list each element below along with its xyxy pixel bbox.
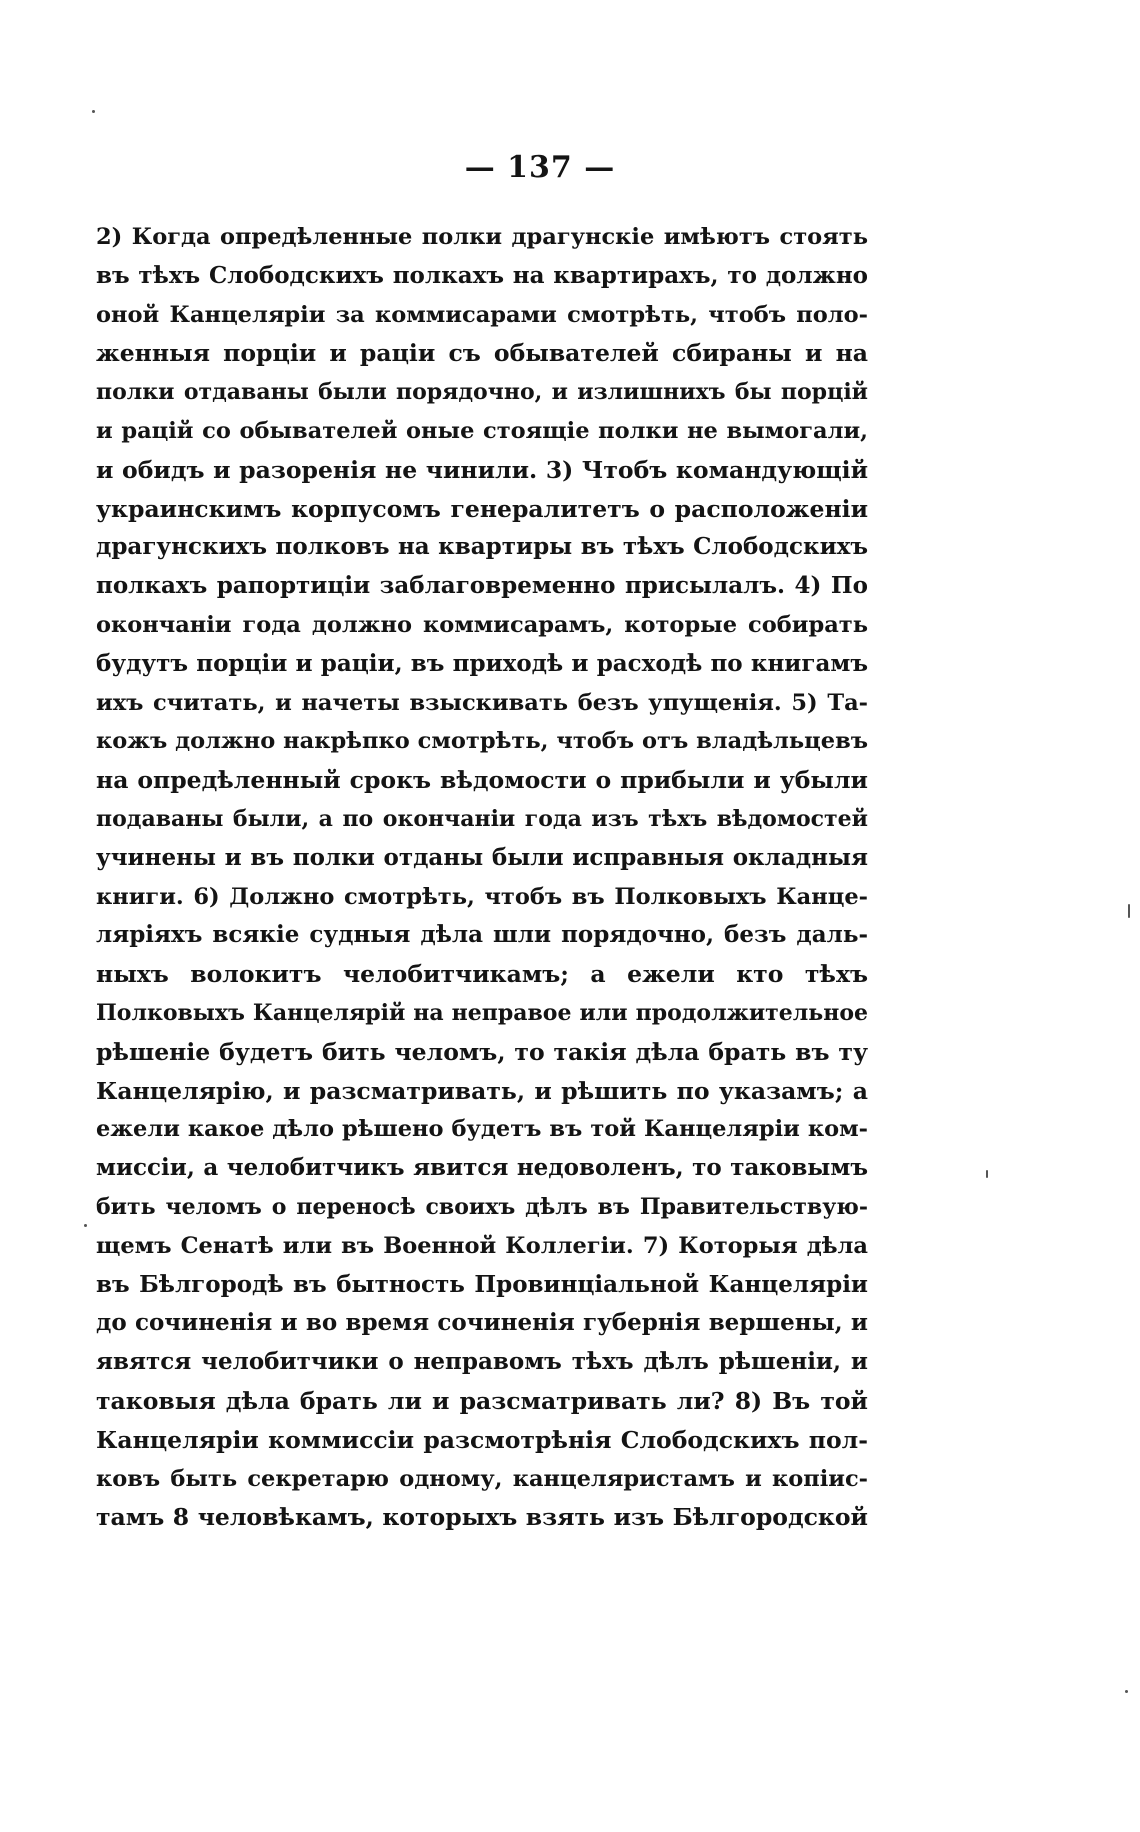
text-line: драгунскихъ полковъ на квартиры въ тѣхъ Слободскихъ xyxy=(96,533,868,561)
text-line: тамъ 8 человѣкамъ, которыхъ взять изъ Бѣлгородской xyxy=(96,1503,868,1532)
scan-speck xyxy=(1125,1690,1128,1693)
text-line: полки отдаваны были порядочно, и излишнихъ бы порцій xyxy=(96,379,868,406)
text-line: ихъ считать, и начеты взыскивать безъ упущенія. 5) Та- xyxy=(96,689,868,716)
page-text xyxy=(96,218,868,1537)
text-line: 2) Когда опредѣленные полки драгунскіе имѣютъ стоять xyxy=(96,224,868,250)
text-line: щемъ Сенатѣ или въ Военной Коллегіи. 7) Которыя дѣла xyxy=(96,1232,868,1259)
text-line: явятся челобитчики о неправомъ тѣхъ дѣлъ рѣшеніи, и xyxy=(96,1348,868,1376)
text-line: и рацій со обывателей оные стоящіе полки не вымогали, xyxy=(96,417,868,444)
text-line: украинскимъ корпусомъ генералитетъ о расположеніи xyxy=(96,494,868,523)
text-line: книги. 6) Должно смотрѣть, чтобъ въ Полковыхъ Канце- xyxy=(96,883,868,910)
scan-speck xyxy=(1128,904,1130,918)
text-line: ковъ быть секретарю одному, канцеляристамъ и копіис- xyxy=(96,1465,868,1492)
text-line: ежели какое дѣло рѣшено будетъ въ той Канцеляріи ком- xyxy=(96,1116,868,1143)
text-line: до сочиненія и во время сочиненія губернія вершены, и xyxy=(96,1309,868,1337)
text-line: Канцелярію, и разсматривать, и рѣшить по указамъ; а xyxy=(96,1076,868,1105)
text-line: учинены и въ полки отданы были исправныя окладныя xyxy=(96,843,868,871)
text-line: миссіи, а челобитчикъ явится недоволенъ, то таковымъ xyxy=(96,1154,868,1182)
text-line: кожъ должно накрѣпко смотрѣть, чтобъ отъ владѣльцевъ xyxy=(96,728,868,755)
text-line: женныя порціи и раціи съ обывателей сбираны и на xyxy=(96,339,868,368)
text-line: полкахъ рапортиціи заблаговременно присылалъ. 4) По xyxy=(96,572,868,600)
page-number: — 137 — xyxy=(464,150,616,185)
text-line: Канцеляріи коммиссіи разсмотрѣнія Слободскихъ пол- xyxy=(96,1425,868,1454)
scan-speck xyxy=(84,1224,87,1227)
text-line: рѣшеніе будетъ бить челомъ, то такія дѣла брать въ ту xyxy=(96,1037,868,1066)
text-line: бить челомъ о переносѣ своихъ дѣлъ въ Правительствую- xyxy=(96,1193,868,1220)
text-line: ляріяхъ всякіе судныя дѣла шли порядочно, безъ даль- xyxy=(96,921,868,949)
text-line: въ тѣхъ Слободскихъ полкахъ на квартирахъ, то должно xyxy=(96,261,868,289)
text-line: окончаніи года должно коммисарамъ, которые собирать xyxy=(96,611,868,638)
scan-speck xyxy=(92,110,95,113)
text-line: на опредѣленный срокъ вѣдомости о прибыли и убыли xyxy=(96,766,868,795)
text-line: таковыя дѣла брать ли и разсматривать ли? 8) Въ той xyxy=(96,1386,868,1415)
text-line: будутъ порціи и раціи, въ приходѣ и расходѣ по книгамъ xyxy=(96,649,868,677)
text-line: ныхъ волокитъ челобитчикамъ; а ежели кто тѣхъ xyxy=(96,960,868,989)
text-line: въ Бѣлгородѣ въ бытность Провинціальной Канцеляріи xyxy=(96,1270,868,1298)
text-line: подаваны были, а по окончаніи года изъ тѣхъ вѣдомостей xyxy=(96,805,868,832)
text-line: Полковыхъ Канцелярій на неправое или продолжительное xyxy=(96,999,868,1026)
scan-speck xyxy=(986,1170,988,1178)
text-line: оной Канцеляріи за коммисарами смотрѣть, чтобъ поло- xyxy=(96,301,868,328)
text-line: и обидъ и разоренія не чинили. 3) Чтобъ командующій xyxy=(96,455,868,484)
